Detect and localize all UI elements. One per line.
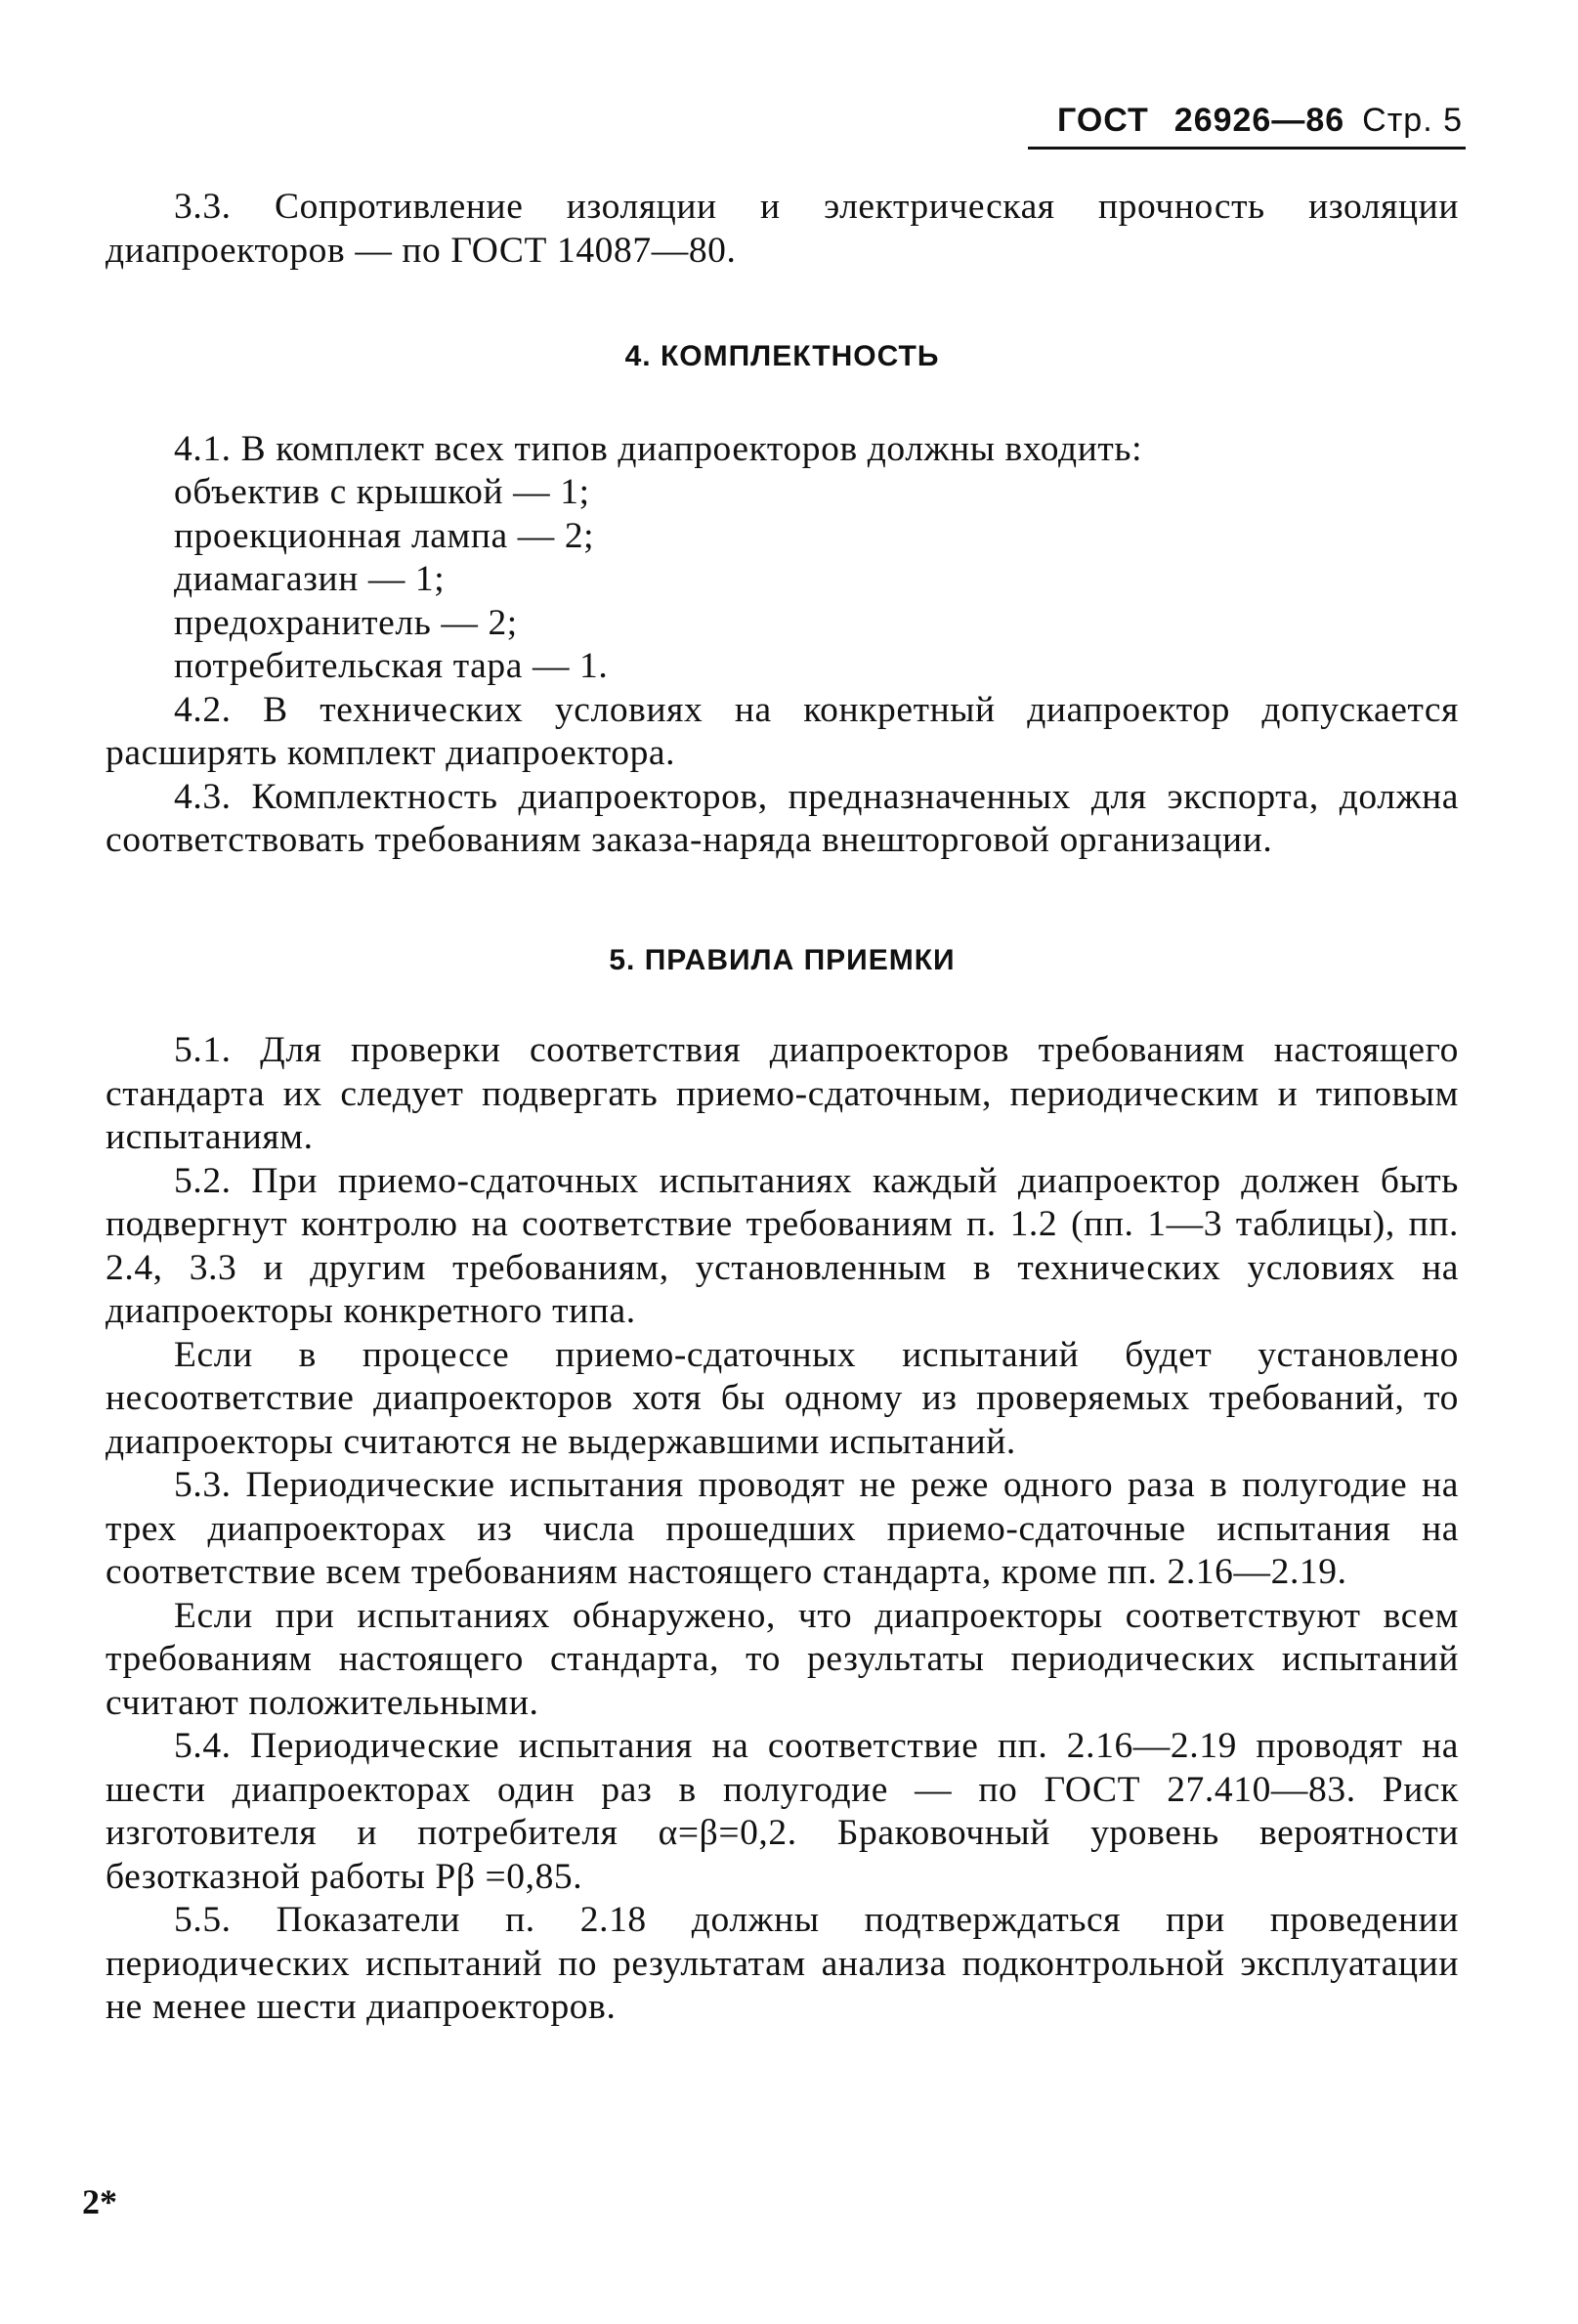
clause-5-5: 5.5. Показатели п. 2.18 должны подтверждаться при проведении периодических испытаний по результатам анализа подконтрольной эксплуатации не менее шести диапроекторов. — [106, 1900, 1459, 2027]
signature-mark: 2* — [82, 2182, 117, 2221]
header-rule — [1028, 147, 1466, 150]
kit-item: объектив с крышкой — 1; — [174, 472, 590, 512]
header-page-number: Стр. 5 — [1362, 102, 1463, 139]
header-standard: ГОСТ — [1057, 102, 1149, 139]
section-5-heading: 5. ПРАВИЛА ПРИЕМКИ — [609, 943, 956, 976]
kit-item: потребительская тара — 1. — [174, 646, 609, 686]
kit-item: проекционная лампа — 2; — [174, 515, 595, 556]
clause-5-4: 5.4. Периодические испытания на соответствие пп. 2.16—2.19 проводят на шести диапроекторах один раз в полугодие — по ГОСТ 27.410—83. Риск изготовителя и потребителя α=β=0,2. Браковочный уровень вероятности безотказной работы Pβ =0,85. — [106, 1726, 1459, 1897]
clause-5-3-continued: Если при испытаниях обнаружено, что диапроекторы соответствуют всем требованиям настоящего стандарта, то результаты периодических испытаний считают положительными. — [106, 1595, 1459, 1723]
kit-item: диамагазин — 1; — [174, 559, 446, 599]
clause-5-3: 5.3. Периодические испытания проводят не реже одного раза в полугодие на трех диапроекторах из числа прошедших приемо-сдаточные испытания на соответствие всем требованиям настоящего стандарта, кроме пп. 2.16—2.19. — [106, 1465, 1459, 1592]
page-header — [1057, 102, 1463, 140]
kit-item: предохранитель — 2; — [174, 602, 518, 643]
clause-4-1: 4.1. В комплект всех типов диапроекторов должны входить: — [174, 428, 1143, 469]
clause-5-2-continued: Если в процессе приемо-сдаточных испытаний будет установлено несоответствие диапроекторов хотя бы одному из проверяемых требований, то диапроекторы считаются не выдержавшими испытаний. — [106, 1334, 1459, 1462]
section-4-heading: 4. КОМПЛЕКТНОСТЬ — [624, 340, 940, 372]
document-body — [106, 186, 1459, 2030]
clause-5-2: 5.2. При приемо-сдаточных испытаниях каждый диапроектор должен быть подвергнут контролю на соответствие требованиям п. 1.2 (пп. 1—3 таблицы), пп. 2.4, 3.3 и другим требованиям, установленным в технических условиях на диапроекторы конкретного типа. — [106, 1160, 1459, 1331]
clause-3-3: 3.3. Сопротивление изоляции и электрическая прочность изоляции диапроекторов — по ГОСТ 14087—80. — [106, 187, 1459, 271]
header-number: 26926—86 — [1173, 102, 1345, 139]
clause-5-1: 5.1. Для проверки соответствия диапроекторов требованиям настоящего стандарта их следует подвергать приемо-сдаточным, периодическим и типовым испытаниям. — [106, 1030, 1459, 1157]
clause-4-3: 4.3. Комплектность диапроекторов, предназначенных для экспорта, должна соответствовать требованиям заказа-наряда внешторговой организации. — [106, 776, 1459, 860]
clause-4-2: 4.2. В технических условиях на конкретный диапроектор допускается расширять комплект диапроектора. — [106, 689, 1459, 773]
kit-list — [106, 471, 1459, 689]
